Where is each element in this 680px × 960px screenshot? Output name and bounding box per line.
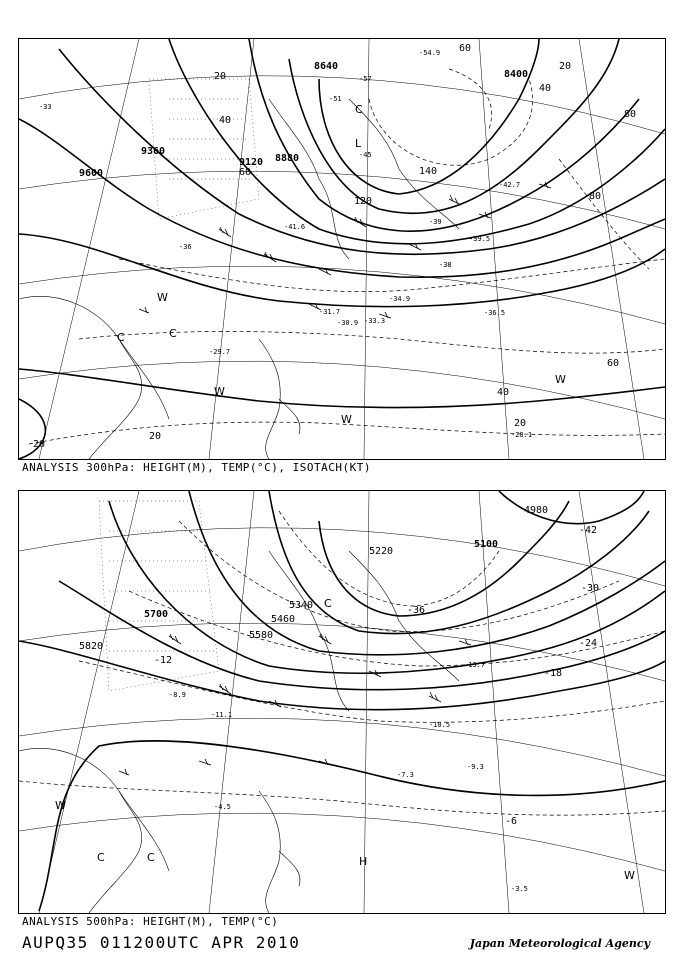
coastlines	[19, 551, 459, 913]
isotach-label: 80	[624, 109, 637, 120]
agency-name: Japan Meteorological Agency	[469, 937, 650, 950]
symbol-high: H	[359, 855, 368, 868]
shaded-area	[149, 79, 259, 219]
temp-label: -34.9	[389, 295, 411, 303]
height-label-4980: 4980	[524, 505, 549, 516]
isotach-label: 140	[419, 166, 438, 177]
isotach-label: 20	[33, 439, 46, 450]
temp-label: -9.3	[467, 763, 484, 771]
analysis-300hpa-map	[18, 38, 666, 460]
height-label-5700: 5700	[144, 609, 169, 620]
temp-label: -30.9	[337, 319, 359, 327]
height-label-5220: 5220	[369, 546, 394, 557]
height-label-9360: 9360	[141, 146, 166, 157]
coastlines	[19, 99, 459, 459]
temp-label: -11.1	[211, 711, 233, 719]
height-label-5580: 5580	[249, 630, 274, 641]
isotherms	[19, 511, 665, 815]
isotach-label: 40	[497, 387, 510, 398]
symbol-cold: C	[324, 597, 332, 610]
temp-label: -33	[39, 103, 52, 111]
isotach-label: 60	[239, 167, 252, 178]
height-label-9120: 9120	[239, 157, 264, 168]
symbol-warm: W	[214, 385, 225, 398]
map-300hpa-svg	[19, 39, 665, 459]
height-label-5340: 5340	[289, 600, 314, 611]
symbol-cold: C	[97, 851, 105, 864]
temp-label: -57	[359, 75, 372, 83]
temp-label: -38	[439, 261, 452, 269]
height-contours	[19, 491, 665, 911]
wind-barbs	[139, 182, 551, 318]
symbol-warm: W	[157, 291, 168, 304]
temp-label: -36	[179, 243, 192, 251]
temp-label: -42	[579, 525, 598, 536]
map-500hpa-svg	[19, 491, 665, 913]
temp-label: -39	[429, 218, 442, 226]
temp-label: -7.3	[397, 771, 414, 779]
isotach-label: 40	[539, 83, 552, 94]
symbol-cold: C	[355, 103, 363, 116]
temp-label: -8.9	[169, 691, 186, 699]
top-panel-caption: ANALYSIS 300hPa: HEIGHT(M), TEMP(°C), ISOTACH(KT)	[22, 461, 372, 474]
height-label-5460: 5460	[271, 614, 296, 625]
isotach-label: 20	[514, 418, 527, 429]
temp-label: -28.1	[511, 431, 533, 439]
symbol-low: L	[355, 137, 362, 150]
temp-label: -6	[505, 816, 518, 827]
temp-label: -33.3	[364, 317, 386, 325]
isotach-label: 20	[559, 61, 572, 72]
height-label-8400: 8400	[504, 69, 529, 80]
temp-label: -12	[154, 655, 173, 666]
temp-label: -54.9	[419, 49, 441, 57]
temp-label: -30	[581, 583, 600, 594]
symbol-cold: C	[147, 851, 155, 864]
symbol-cold: C	[169, 327, 177, 340]
height-label-8640: 8640	[314, 61, 339, 72]
isotach-label: 60	[607, 358, 620, 369]
temp-label: -24	[579, 638, 598, 649]
temp-label: -18	[544, 668, 563, 679]
isotach-label: 120	[354, 196, 373, 207]
temp-label: -29.7	[209, 348, 231, 356]
isotach-label: 20	[214, 71, 227, 82]
height-label-9600: 9600	[79, 168, 104, 179]
temp-label: -41.6	[284, 223, 306, 231]
temp-label: -3.5	[511, 885, 528, 893]
temp-label: -36	[407, 605, 426, 616]
height-contours	[19, 39, 665, 459]
symbol-cold: C	[117, 331, 125, 344]
temp-label: -42.7	[499, 181, 521, 189]
symbol-warm: W	[555, 373, 566, 386]
chart-identifier: AUPQ35 011200UTC APR 2010	[22, 933, 301, 952]
symbol-warm: W	[624, 869, 635, 882]
isotach-label: 60	[459, 43, 472, 54]
height-label-5820: 5820	[79, 641, 104, 652]
symbol-warm: W	[341, 413, 352, 426]
symbol-warm: W	[55, 799, 66, 812]
temp-label: -31.7	[319, 308, 341, 316]
temp-label: -4.5	[214, 803, 231, 811]
analysis-500hpa-map	[18, 490, 666, 914]
temp-label: -51	[329, 95, 342, 103]
height-label-5100: 5100	[474, 539, 499, 550]
height-label-8880: 8880	[275, 153, 300, 164]
bottom-panel-caption: ANALYSIS 500hPa: HEIGHT(M), TEMP(°C)	[22, 915, 279, 928]
temp-label: -45	[359, 151, 372, 159]
temp-label: -10.5	[429, 721, 451, 729]
isotach-label: 20	[149, 431, 162, 442]
temp-label: -36.5	[484, 309, 506, 317]
temp-label: -13.7	[464, 661, 486, 669]
isotach-label: 40	[219, 115, 232, 126]
temp-label: -39.5	[469, 235, 491, 243]
isotach-label: 80	[589, 191, 602, 202]
